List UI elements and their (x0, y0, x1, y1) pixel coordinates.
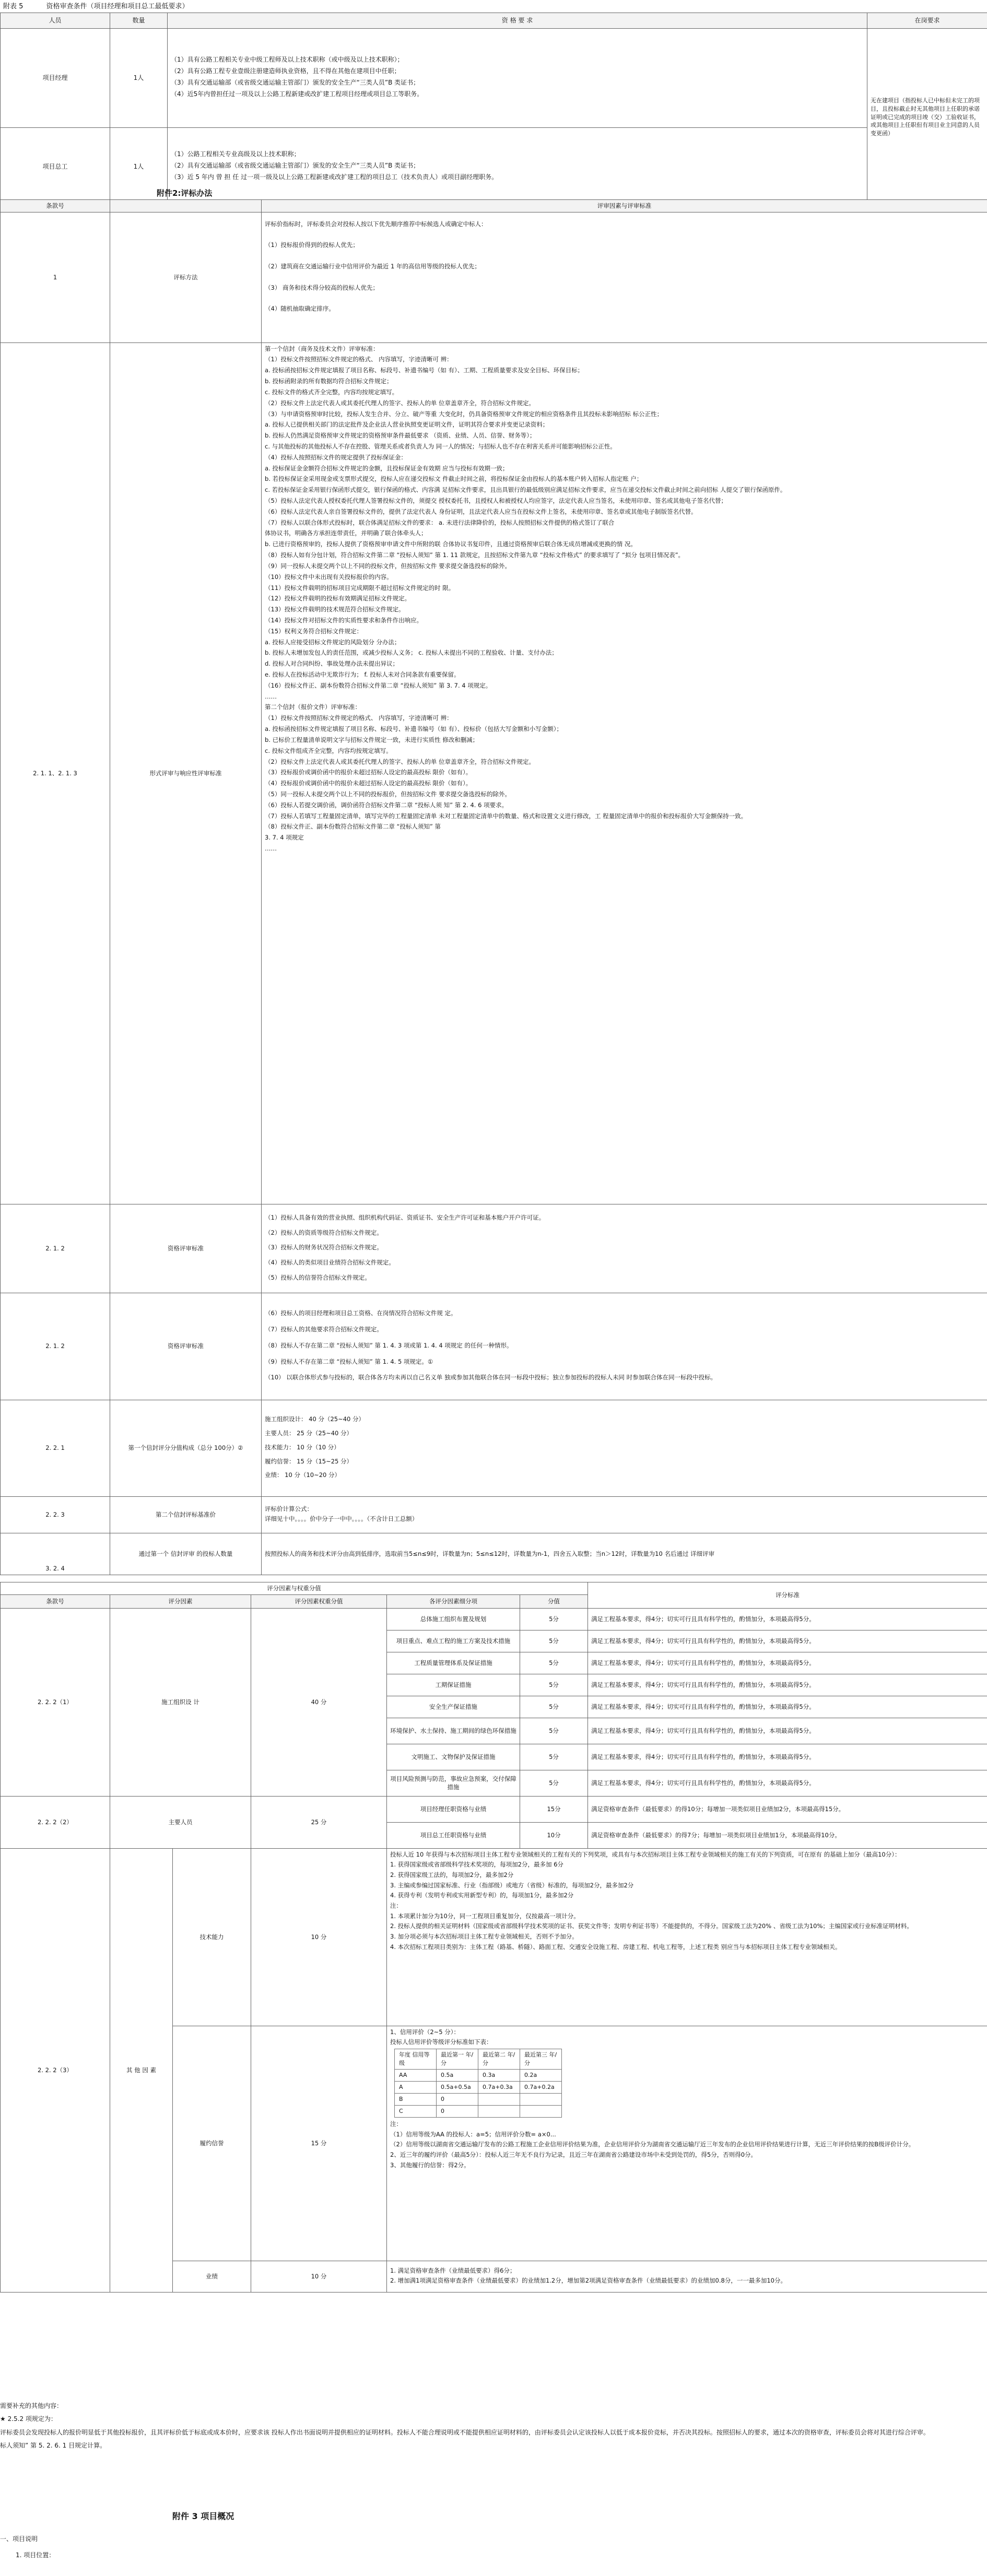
footnote-line: ★ 2.5.2 项规定为： (0, 2415, 57, 2423)
content-line: b. 投标人仍然满足资格预审文件规定的资格预审条件最低要求 （资质、业绩、人员、信誉、财务等）； (265, 432, 536, 440)
subitem-score: 5分 (520, 1674, 588, 1696)
subitem-name: 环境保护、水土保持、施工期间的绿色环保措施 (387, 1718, 520, 1744)
clause-name: 资格评审标准 (110, 1204, 262, 1293)
subitem-score: 5分 (520, 1630, 588, 1652)
content-line: （8）投标人不存在第二章 “投标人须知” 第 1. 4. 3 项或第 1. 4. 4 项规定 的任何一种情形。 (265, 1341, 513, 1349)
clause-number: 2. 2. 2（1） (1, 1608, 110, 1796)
subitem-standard: 满足工程基本要求，得4分；切实可行且具有科学性的，酌情加分，本项最高得5分。 (588, 1696, 987, 1718)
content-line: 注： (390, 1902, 402, 1910)
subfactor-standard (387, 2026, 987, 2261)
content-line: 1. 本项累计加分为10分，同一工程项目重复加分，仅按最高一项计分。 (390, 1912, 580, 1920)
content-line: 投标人近 10 年获得与本次招标项目主体工程专业领域相关的工程有关的下列奖项，或具有与本次招标项目主体工程专业领域相关的施工有关的下列资质，可在原有 的基础上加分（最高10分）： (390, 1850, 901, 1858)
col-weight: 评分因素权重分值 (251, 1594, 387, 1608)
clause-number: 2. 2. 2（2） (1, 1796, 110, 1848)
req-line: （4）近5年内曾担任过一项及以上公路工程新建或改扩建工程项目经理或项目总工等职务。 (171, 90, 424, 98)
content-line: 4. 本次招标工程项目类别为：主体工程（路基、桥隧）、路面工程、交通安全设施工程、房建工程、机电工程等，上述工程类 别应当与本招标项目主体工程专业领域相关。 (390, 1943, 841, 1951)
content-line: 1. 获得国家级或省部级科学技术奖项的，每项加2分，最多加 6分 (390, 1861, 563, 1869)
content-line: （7）投标人若填写工程量固定清单，填写完毕的工程量固定清单 未对工程量固定清单中的数量、格式和设置文义进行修改，工 程量固定清单中的报价和投标报价大写金额保持一致。 (265, 812, 747, 820)
content-line: （1）投标文件按照招标文件规定的格式、 内容填写，字迹清晰可 辨： (265, 714, 453, 722)
content-line: a. 投标函按招标文件规定填报了项目名称、标段号、补遗书编号（如 有）、投标价（包括大写金额和小写金额）； (265, 725, 563, 733)
content-line: （2）投标人的资质等级符合招标文件规定。 (265, 1228, 383, 1236)
subitem-standard: 满足工程基本要求，得4分；切实可行且具有科学性的，酌情加分，本项最高得5分。 (588, 1630, 987, 1652)
content-line: c. 与其他投标的其他投标人不存在控股、管理关系或者负责人为 同一人的情况；与招标人也不存在利害关系并可能影响招标公正性。 (265, 442, 616, 450)
content-line: …… (265, 845, 277, 853)
content-line: 2. 增加满1项满足资格审查条件（业绩最低要求）的业绩加1.2分，增加第2项满足资格审查条件（业绩最低要求）的业绩加0.8分，一一最多加10分。 (390, 2277, 786, 2285)
credit-cell: 0.2a (520, 2069, 562, 2081)
content-line: （3） 商务和技术得分较高的投标人优先； (265, 283, 379, 291)
credit-col: 最近第二 年/分 (478, 2049, 520, 2070)
content-line: 履约信誉： 15 分（15~25 分） (265, 1457, 353, 1465)
content-line: （16）投标文件正、副本份数符合招标文件第二章 “投标人须知” 第 3. 7. 4 项规定。 (265, 681, 492, 689)
content-line: 3、其他履行的信誉：得2分。 (390, 2161, 470, 2169)
person-qty: 1人 (110, 128, 168, 206)
content-line: （5）投标人法定代表人授权委托代理人签署投标文件的，须提交 授权委托书，且授权人和被授权人均应签字，法定代表人应当签名，未使用印章、签名或其他电子签名代替； (265, 497, 727, 505)
col-standard: 评分标准 (588, 1582, 987, 1609)
credit-cell: A (395, 2081, 437, 2093)
col-score: 分值 (520, 1594, 588, 1608)
subfactor-score: 15 分 (251, 2026, 387, 2261)
credit-cell (520, 2105, 562, 2117)
content-line: （6）投标人法定代表人亲自签署投标文件的，提供了法定代表人 身份证明，且法定代表人应当在投标文件上签名，未使用印章、签名章或其他电子制版签名代替。 (265, 507, 697, 515)
credit-cell: 0.5a+0.5a (437, 2081, 478, 2093)
content-line: a. 投标保证金金额符合招标文件规定的金额，且投标保证金有效期 应当与投标有效期一致； (265, 464, 509, 472)
footnote-line: 评标委员会发现投标人的报价明显低于其他投标报价，且其评标价低于标底或成本价时，应要求该 投标人作出书面说明并提供相应的证明材料。投标人不能合理说明或不能提供相应证明材料的，由评标委员会认定该投标人以低于成本报价竞标，并否决其投标。按照招标人的要求，通过本次的资格审查，评标委员会将对其进行综合评审。 (0, 2428, 930, 2436)
scoring-method-table (0, 199, 987, 1575)
content-line: （3）投标人的财务状况符合招标文件规定。 (265, 1244, 383, 1251)
subitem-score: 5分 (520, 1608, 588, 1630)
content-line: d. 投标人对合同纠纷、事故处理办法未提出异议； (265, 660, 399, 668)
content-line: 2. 投标人提供的相关证明材料（国家级或省部级科学技术奖项的证书、获奖文件等；发明专利证书等）不能提供的，不得分。国家级工法为20% 、省级工法为10%；主编国家或行业标准证明材料。 (390, 1922, 913, 1930)
subfactor-score: 10 分 (251, 1848, 387, 2026)
subfactor-score: 10 分 (251, 2261, 387, 2292)
col-person: 人员 (1, 13, 110, 29)
credit-col: 年度 信用等级 (395, 2049, 437, 2070)
content-line: …… (265, 692, 277, 700)
credit-cell (478, 2105, 520, 2117)
qualification-header-row (1, 13, 987, 29)
content-line: （7）投标人以联合体形式投标时，联合体满足招标文件的要求： a. 未进行法律降价的，投标人按照招标文件提供的格式签订了联合 (265, 518, 615, 526)
clause-number: 3. 2. 4 (1, 1533, 110, 1575)
subitem-standard: 满足工程基本要求，得4分；切实可行且具有科学性的，酌情加分，本项最高得5分。 (588, 1608, 987, 1630)
attachment3-body (0, 2535, 55, 2562)
subitem-standard: 满足工程基本要求，得4分；切实可行且具有科学性的，酌情加分，本项最高得5分。 (588, 1674, 987, 1696)
subitem-score: 10分 (520, 1822, 588, 1848)
qualification-row-manager (1, 29, 987, 128)
content-line: 详细见十中。。。。价中分子一中中。。。。（不含计日工总额） (265, 1515, 418, 1523)
factor-name: 主要人员 (110, 1796, 251, 1848)
req-line: （3）近 5 年内 曾 担 任 过一项一级及以上公路工程新建或改扩建工程的项目总工（技术负责人）或项目副经理职务。 (171, 173, 498, 181)
subitem-name: 总体施工组织布置及规划 (387, 1608, 520, 1630)
subitem-name: 项目重点、难点工程的施工方案及技术措施 (387, 1630, 520, 1652)
content-line: （6）投标人若提交调价函，调价函符合招标文件第二章 “投标人须 知” 第 2. 4. 6 项要求。 (265, 801, 508, 809)
content-line: （5）同一投标人未提交两个以上不同的投标报价，但按招标文件 要求提交备选投标的除外。 (265, 790, 511, 798)
subitem-name: 项目风险预测与防范，事故应急预案，交付保障措施 (387, 1770, 520, 1796)
content-line: c. 投标文件的格式齐全完整，内容均按规定填写。 (265, 388, 398, 396)
content-line: 主要人员： 25 分（25~40 分） (265, 1429, 353, 1437)
header-title: 资格审查条件（项目经理和项目总工最低要求） (46, 3, 189, 10)
attachment3-line: 1. 项目位置： (16, 2551, 55, 2559)
content-line: 2. 获得国家级工法的，每项加2分，最多加2分 (390, 1871, 514, 1879)
content-line: （9）投标人不存在第二章 “投标人须知” 第 1. 4. 5 项规定。① (265, 1357, 433, 1365)
clause-number: 2. 2. 2（3） (1, 1848, 110, 2292)
weights-caption-row (1, 1582, 987, 1595)
content-line: （8）投标人如有分包计划，符合招标文件第二章 “投标人须知” 第 1. 11 款规定，且按招标文件第九章 “投标文件格式” 的要求填写了 “拟分 包项目情况表”。 (265, 551, 685, 559)
requirement-cell (168, 29, 867, 128)
weights-row-tech (1, 1848, 987, 2026)
col-onsite: 在岗要求 (867, 13, 987, 29)
qualification-row-chief-engineer (1, 128, 987, 206)
subitem-score: 5分 (520, 1744, 588, 1770)
person-name: 项目总工 (1, 128, 110, 206)
content-line: c. 若投标保证金采用银行保函形式提交，银行保函的格式、内容满 足招标文件要求，且出具银行的最低级别应满足招标文件要求，应当在递交投标文件截止时间之前向招标 人提交了银行保函原件。 (265, 486, 786, 494)
clause-content (262, 342, 987, 1204)
credit-rating-table (394, 2049, 562, 2118)
scoring-row-qualification-a (1, 1204, 987, 1293)
content-line: 3. 加分项必须与本次招标项目主体工程专业领域相关，否则不予加分。 (390, 1933, 578, 1941)
person-name: 项目经理 (1, 29, 110, 128)
col-clause: 条款号 (1, 200, 110, 212)
clause-name: 评标方法 (110, 212, 262, 342)
content-line: 评标价计算公式： (265, 1505, 313, 1512)
content-line: 4. 获得专利（发明专利或实用新型专利）的，每项加1分，最多加2分 (390, 1892, 574, 1899)
content-line: 注： (390, 2120, 402, 2128)
credit-cell: B (395, 2093, 437, 2105)
credit-rating-header (395, 2049, 562, 2070)
req-line: （3）具有交通运输部（或省级交通运输主管部门）颁发的安全生产“三类人员”B 类证书； (171, 78, 420, 86)
col-qty: 数量 (110, 13, 168, 29)
content-line: （14）投标文件对招标文件的实质性要求和条件作出响应。 (265, 616, 423, 624)
content-line: （15）权利义务符合招标文件规定： (265, 627, 363, 635)
content-line: （6）投标人的项目经理和项目总工资格、在岗情况符合招标文件规 定。 (265, 1309, 457, 1317)
clause-name: 形式评审与响应性评审标准 (110, 342, 262, 1204)
content-line: 投标人信用评价等级评分标准如下表： (390, 2038, 492, 2046)
scoring-header-row (1, 200, 987, 212)
clause-content (262, 1293, 987, 1400)
content-line: （1）投标报价得到的投标人优先； (265, 241, 359, 249)
content-line: b. 投标函附录的所有数据均符合招标文件规定； (265, 377, 393, 385)
content-line: （1）投标人具备有效的营业执照、组织机构代码证、资质证书、安全生产许可证和基本账户开户许可证。 (265, 1213, 545, 1221)
scoring-row-score-composition (1, 1400, 987, 1496)
clause-content: 按照投标人的商务和技术评分由高到低排序，选取前当5≤n≤9时，详数量为n；5≤n≤12时，详数量为n-1，四舍五入取整；当n＞12时，详数量为10 名后通过 详细评审 (262, 1533, 987, 1575)
content-line: a. 投标人已提供相关部门的法定批件及企业法人营业执照变更证明文件，证明其符合要求并变更记录资料； (265, 421, 549, 429)
content-line: 技术能力： 10 分（10 分） (265, 1443, 340, 1451)
scoring-row-pass-count (1, 1533, 987, 1575)
content-line: b. 已标价工程量清单说明文字与招标文件规定一致，未进行实质性 修改和删减； (265, 736, 479, 743)
person-qty: 1人 (110, 29, 168, 128)
subitem-name: 工期保证措施 (387, 1674, 520, 1696)
subitem-score: 5分 (520, 1696, 588, 1718)
credit-cell: 0.7a+0.3a (478, 2081, 520, 2093)
col-factor: 评分因素 (110, 1594, 251, 1608)
col-clause: 条款号 (1, 1594, 110, 1608)
col-name (110, 200, 262, 212)
subfactor-name: 技术能力 (173, 1848, 251, 2026)
weights-row (1, 1608, 987, 1630)
footnote-line: 需要补充的其他内容： (0, 2402, 63, 2409)
clause-name: 第二个信封评标基准价 (110, 1496, 262, 1533)
attachment3-line: 一、项目说明 (0, 2535, 38, 2543)
subitem-score: 5分 (520, 1770, 588, 1796)
content-line: （1）信用等级为AA 的投标人：a=5；信用评价分数= a×0... (390, 2130, 556, 2138)
content-line: （8）投标文件正、副本份数符合招标文件第二章 “投标人须知” 第 (265, 823, 441, 831)
clause-content (262, 1496, 987, 1533)
content-line: a. 投标人应接受招标文件规定的风险划分 分办法； (265, 638, 401, 646)
clause-name: 资格评审标准 (110, 1293, 262, 1400)
content-line: 第二个信封（报价文件）评审标准： (265, 703, 361, 711)
credit-cell: 0.7a+0.2a (520, 2081, 562, 2093)
col-requirements: 资 格 要 求 (168, 13, 867, 29)
content-line: （1）投标文件按照招标文件规定的格式、 内容填写，字迹清晰可 辨： (265, 356, 453, 363)
subitem-standard: 满足工程基本要求，得4分；切实可行且具有科学性的，酌情加分，本项最高得5分。 (588, 1744, 987, 1770)
credit-cell (520, 2093, 562, 2105)
subitem-name: 项目总工任职资格与业绩 (387, 1822, 520, 1848)
content-line: （3）与申请资格预审时比较，投标人发生合并、分立、破产等重 大变化时，仍具备资格预审文件规定的相应资格条件且其投标未影响招标 标公正性； (265, 410, 663, 418)
content-line: （11）投标文件载明的招标项目完成期限不超过招标文件规定的时 限。 (265, 584, 455, 592)
credit-rating-row (395, 2105, 562, 2117)
content-line: 评标价指标时，评标委员会对投标人按以下优先顺序推荐中标候选人或确定中标人： (265, 220, 487, 228)
subitem-standard: 满足工程基本要求，得4分；切实可行且具有科学性的，酌情加分，本项最高得5分。 (588, 1770, 987, 1796)
content-line: （4）投标人按照招标文件的规定提供了投标保证金： (265, 453, 407, 461)
credit-rating-row (395, 2081, 562, 2093)
onsite-requirement: 无在建项目（指投标人已中标但未完工的项目，且投标截止时无其他项目上任职的承诺证明或已完成的项目竣（交）工验收证书，或其他项目上任职但有项目业主同意的人员变更函） (867, 29, 987, 206)
content-line: （10）投标文件中未出现有关投标报价的内容。 (265, 573, 393, 581)
clause-content (262, 212, 987, 342)
subfactor-name: 业绩 (173, 2261, 251, 2292)
footnotes (0, 2402, 982, 2452)
weights-table (0, 1582, 987, 2293)
clause-number: 2. 1. 2 (1, 1293, 110, 1400)
qualification-table (0, 13, 987, 206)
content-line: 施工组织设计： 40 分（25~40 分） (265, 1415, 365, 1423)
content-line: b. 投标人未增加发包人的责任范围，或减少投标人义务； c. 投标人未提出不同的工程验收、计量、支付办法； (265, 649, 558, 657)
credit-col: 最近第三 年/分 (520, 2049, 562, 2070)
clause-content (262, 1400, 987, 1496)
content-line: （10） 以联合体形式参与投标的，联合体各方均未再以自己名义单 独或参加其他联合体在同一标段中投标；独立参加投标的投标人未同 时参加联合体在同一标段中投标。 (265, 1374, 717, 1381)
content-line: （4）投标人的类似项目业绩符合招标文件规定。 (265, 1259, 395, 1266)
requirement-cell (168, 128, 867, 206)
factor-name: 其 他 因 素 (110, 1848, 173, 2292)
content-line: （2）建筑商在交通运输行业中信用评价为最近 1 年的高信用等级的投标人优先； (265, 263, 480, 270)
section-title-scoring-method: 附件2:评标办法 (157, 188, 213, 198)
scoring-row-qualification-b (1, 1293, 987, 1400)
factor-weight: 25 分 (251, 1796, 387, 1848)
content-line: a. 投标函按招标文件规定填报了项目名称、标段号、补遗书编号（如 有）、工期、工程质量要求及安全目标、环保目标； (265, 367, 584, 374)
credit-rating-row (395, 2069, 562, 2081)
weights-caption: 评分因素与权重分值 (1, 1582, 588, 1595)
document-header (3, 2, 189, 12)
content-line: （4）随机抽取确定排序。 (265, 305, 335, 313)
subitem-standard: 满足资格审查条件（最低要求）的得10分；每增加一项类似项目业绩加2分，本项最高得15分。 (588, 1796, 987, 1822)
subitem-standard: 满足工程基本要求，得4分；切实可行且具有科学性的，酌情加分，本项最高得5分。 (588, 1652, 987, 1674)
content-line: 1. 满足资格审查条件（业绩最低要求）得6分； (390, 2266, 516, 2274)
clause-number: 2. 2. 1 (1, 1400, 110, 1496)
credit-cell: AA (395, 2069, 437, 2081)
content-line: （4）投标报价或调价函中的报价未超过招标人设定的最高投标 限价（如有）。 (265, 779, 472, 787)
credit-cell: 0 (437, 2093, 478, 2105)
scoring-row-benchmark-price (1, 1496, 987, 1533)
subitem-score: 15分 (520, 1796, 588, 1822)
subitem-name: 安全生产保证措施 (387, 1696, 520, 1718)
credit-rating-row (395, 2093, 562, 2105)
subitem-score: 5分 (520, 1718, 588, 1744)
clause-number: 1 (1, 212, 110, 342)
content-line: （2）投标文件上法定代表人或其委托代理人的签字、投标人的单 位章盖章齐全，符合招标文件规定。 (265, 399, 535, 407)
factor-name: 施工组织设 计 (110, 1608, 251, 1796)
content-line: b. 若投标保证金采用现金或支票形式提交，投标人应在递交投标文 件截止时间之前，将投标保证金由投标人的基本账户转入招标人指定账 户； (265, 475, 643, 483)
footnote-line: 标人须知” 第 5. 2. 6. 1 目规定计算。 (0, 2442, 107, 2450)
content-line: （7）投标人的其他要求符合招标文件规定。 (265, 1326, 383, 1333)
credit-cell: 0 (437, 2105, 478, 2117)
subitem-standard: 满足工程基本要求，得4分；切实可行且具有科学性的，酌情加分，本项最高得5分。 (588, 1718, 987, 1744)
content-line: 第一个信封（商务及技术文件）评审标准： (265, 345, 379, 352)
clause-number: 2. 1. 1、2. 1. 3 (1, 342, 110, 1204)
credit-cell: 0.5a (437, 2069, 478, 2081)
weights-row (1, 1796, 987, 1822)
credit-cell (478, 2093, 520, 2105)
content-line: （3）投标报价或调价函中的报价未超过招标人设定的最高投标 限价（如有）。 (265, 769, 472, 776)
content-line: b. 已进行资格预审的，投标人提供了资格预审申请文件中所附的联 合体协议书复印件，且通过资格预审后联合体无成员增减或更换的情 况。 (265, 540, 637, 548)
scoring-row-method (1, 212, 987, 342)
content-line: （12）投标文件载明的投标有效期满足招标文件规定。 (265, 595, 411, 602)
credit-col: 最近第一 年/分 (437, 2049, 478, 2070)
content-line: （2）投标文件上法定代表人或其委托代理人的签字、投标人的单 位章盖章齐全，符合招标文件规定。 (265, 758, 535, 765)
subfactor-standard (387, 2261, 987, 2292)
req-line: （1）具有公路工程相关专业中级工程师及以上技术职称（或中级及以上技术职称）； (171, 55, 404, 63)
credit-cell: 0.3a (478, 2069, 520, 2081)
content-line: c. 投标文件组成齐全完整，内容均按规定填写。 (265, 747, 392, 754)
req-line: （1）公路工程相关专业高级及以上技术职称； (171, 150, 300, 158)
attachment3-title: 附件 3 项目概况 (172, 2511, 234, 2521)
col-factors: 评审因素与评审标准 (262, 200, 987, 212)
content-line: 1、信用评价（2~5 分）： (390, 2028, 460, 2036)
content-line: （9）同一投标人未提交两个以上不同的投标文件，但按招标文件 要求提交备选投标的除外。 (265, 562, 511, 570)
content-line: 体协议书，明确各方承担连带责任，并明确了联合体牵头人； (265, 529, 427, 537)
content-line: 3. 7. 4 项规定 (265, 834, 304, 842)
content-line: （2）信用等级以湖南省交通运输厅发布的公路工程施工企业信用评价结果为准，企业信用评价分为湖南省交通运输厅近三年发布的企业信用评价结果进行计算，无近三年评价结果的按B级评价计分。 (390, 2141, 915, 2148)
subfactor-standard (387, 1848, 987, 2026)
scoring-row-formal-review (1, 342, 987, 1204)
subitem-name: 文明施工、文物保护及保证措施 (387, 1744, 520, 1770)
attachment-number: 附表 5 (3, 3, 24, 10)
subitem-standard: 满足资格审查条件（最低要求）的得7分；每增加一项类似项目业绩加1分，本项最高得10分。 (588, 1822, 987, 1848)
subfactor-name: 履约信誉 (173, 2026, 251, 2261)
clause-number: 2. 1. 2 (1, 1204, 110, 1293)
clause-number: 2. 2. 3 (1, 1496, 110, 1533)
content-line: e. 投标人在投标活动中无欺诈行为； f. 投标人未对合同条款有重要保留。 (265, 671, 460, 679)
subitem-name: 项目经理任职资格与业绩 (387, 1796, 520, 1822)
col-subitem: 各评分因素细分项 (387, 1594, 520, 1608)
subitem-score: 5分 (520, 1652, 588, 1674)
content-line: 业绩： 10 分（10~20 分） (265, 1471, 341, 1479)
factor-weight: 40 分 (251, 1608, 387, 1796)
content-line: 2、近三年的履约评价（最高5分）：投标人近三年无不良行为记录，且近三年在湖南省公路建设市场中未受到处罚的，得5分，否则得0分。 (390, 2150, 757, 2158)
content-line: （13）投标文件载明的技术规范符合招标文件规定。 (265, 606, 405, 613)
clause-name: 通过第一个 信封评审 的投标人数量 (110, 1533, 262, 1575)
content-line: （5）投标人的信誉符合招标文件规定。 (265, 1273, 371, 1281)
subitem-name: 工程质量管理体系及保证措施 (387, 1652, 520, 1674)
clause-name: 第一个信封评分分值构成（总分 100分）② (110, 1400, 262, 1496)
req-line: （2）具有公路工程专业壹级注册建造师执业资格，且不得在其他在建项目中任职； (171, 67, 401, 75)
credit-cell: C (395, 2105, 437, 2117)
req-line: （2）具有交通运输部（或省级交通运输主管部门）颁发的安全生产“三类人员”B 类证书； (171, 161, 420, 169)
clause-content (262, 1204, 987, 1293)
content-line: 3. 主编或参编过国家标准、行业（指部级）或地方（省级）标准的，每项加2分，最多加2分 (390, 1881, 634, 1889)
